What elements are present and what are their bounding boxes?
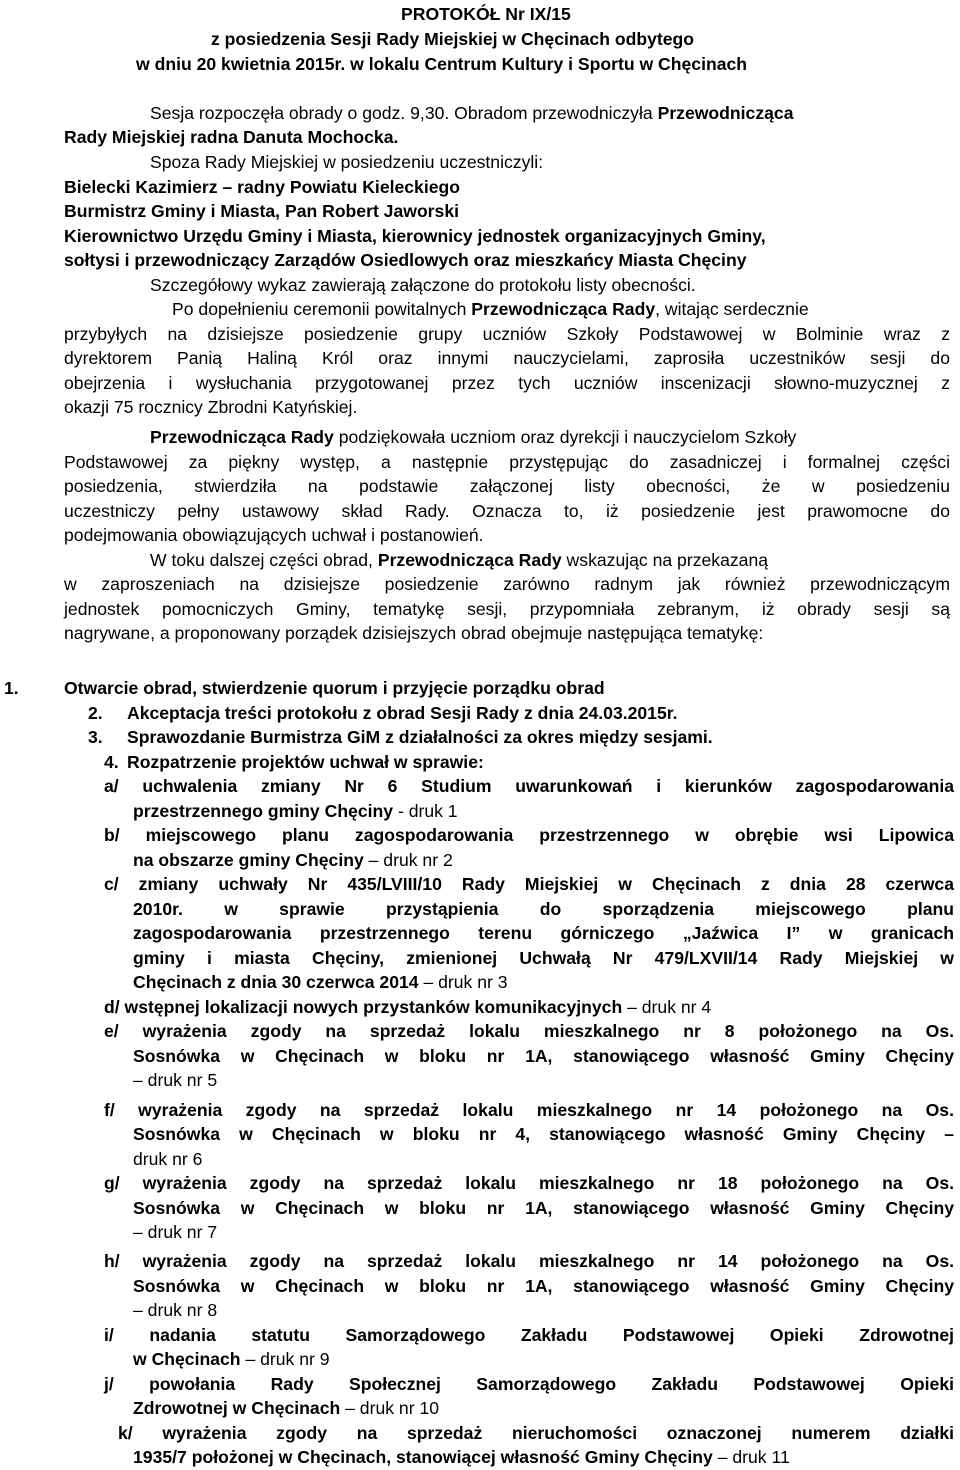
chair-name: Rady Miejskiej radna Danuta Mochocka.	[64, 127, 399, 147]
resolution-text: przestrzennego gminy Chęciny	[133, 801, 394, 821]
quorum-paragraph-line: Podstawowej za piękny występ, a następnie przystępując do zasadniczej i formalnej części	[64, 452, 950, 472]
resolution-text: Zdrowotnej w Chęcinach	[133, 1398, 341, 1418]
ceremony-paragraph-line: obejrzenia i wysłuchania przygotowanej przez tych uczniów inscenizacji słowno-muzycznej z	[64, 373, 950, 393]
print-number: – druk nr 8	[133, 1300, 218, 1320]
document-subtitle-location: w dniu 20 kwietnia 2015r. w lokalu Centrum Kultury i Sportu w Chęcinach	[136, 54, 748, 74]
chair-title: Przewodnicząca Rady	[377, 550, 562, 570]
document-title: PROTOKÓŁ Nr IX/15	[401, 4, 571, 24]
resolution-item: 2010r. w sprawie przystąpienia do sporządzenia miejscowego planu	[133, 899, 954, 919]
agenda-intro-line: jednostek pomocniczych Gminy, tematykę sesji, przypomniała zebranym, iż obrady sesji są	[64, 599, 950, 619]
attendee-line: Bielecki Kazimierz – radny Powiatu Kieleckiego	[64, 177, 461, 197]
print-number: – druk 11	[712, 1447, 790, 1467]
resolution-item	[133, 848, 453, 873]
opening-text: Sesja rozpoczęła obrady o godz. 9,30. Obradom przewodniczyła	[150, 103, 658, 123]
resolution-item: Sosnówka w Chęcinach w bloku nr 1A, stanowiącego własność Gminy Chęciny	[133, 1198, 954, 1218]
resolution-item: f/ wyrażenia zgody na sprzedaż lokalu mieszkalnego nr 14 położonego na Os.	[104, 1100, 954, 1120]
quorum-text: podziękowała uczniom oraz dyrekcji i nauczycielom Szkoły	[333, 427, 797, 447]
resolution-item: k/ wyrażenia zgody na sprzedaż nieruchomości oznaczonej numerem działki	[118, 1423, 954, 1443]
agenda-item: Sprawozdanie Burmistrza GiM z działalności za okres między sesjami.	[127, 727, 713, 747]
ceremony-paragraph-line	[172, 297, 809, 322]
agenda-intro-line: nagrywane, a proponowany porządek dzisiejszych obrad obejmuje następująca tematykę:	[64, 623, 764, 643]
chair-title: Przewodnicząca Rady	[150, 427, 334, 447]
print-number: – druk nr 7	[133, 1222, 218, 1242]
resolution-item: Sosnówka w Chęcinach w bloku nr 1A, stanowiącego własność Gminy Chęciny	[133, 1046, 954, 1066]
resolution-item: c/ zmiany uchwały Nr 435/LVIII/10 Rady Miejskiej w Chęcinach z dnia 28 czerwca	[104, 874, 954, 894]
resolution-item: a/ uchwalenia zmiany Nr 6 Studium uwarunkowań i kierunków zagospodarowania	[104, 776, 954, 796]
print-number: druk nr 6	[133, 1149, 203, 1169]
agenda-intro-line: w zaproszeniach na dzisiejsze posiedzenie zarówno radnym jak również przewodniczącym	[64, 574, 950, 594]
print-number: – druk nr 9	[240, 1349, 330, 1369]
print-number: – druk nr 10	[340, 1398, 440, 1418]
agenda-item-number: 2.	[88, 703, 103, 723]
attendance-note: Szczegółowy wykaz zawierają załączone do protokołu listy obecności.	[150, 275, 696, 295]
ceremony-paragraph-line: okazji 75 rocznicy Zbrodni Katyńskiej.	[64, 397, 358, 417]
quorum-paragraph-line: podejmowania obowiązujących uchwał i postanowień.	[64, 525, 484, 545]
resolution-item	[133, 1445, 790, 1470]
agenda-item: Otwarcie obrad, stwierdzenie quorum i przyjęcie porządku obrad	[64, 678, 605, 698]
agenda-item: Rozpatrzenie projektów uchwał w sprawie:	[127, 752, 484, 772]
ceremony-paragraph-line: przybyłych na dzisiejsze posiedzenie grupy uczniów Szkoły Podstawowej w Bolminie wraz z	[64, 324, 950, 344]
opening-paragraph-line	[150, 101, 794, 126]
resolution-item: Sosnówka w Chęcinach w bloku nr 1A, stanowiącego własność Gminy Chęciny	[133, 1276, 954, 1296]
print-number: – druk nr 4	[622, 997, 712, 1017]
chair-title: Przewodnicząca	[657, 103, 794, 123]
resolution-item: Sosnówka w Chęcinach w bloku nr 4, stanowiącego własność Gminy Chęciny –	[133, 1124, 954, 1144]
resolution-text: 1935/7 położonej w Chęcinach, stanowiącej własność Gminy Chęciny	[133, 1447, 713, 1467]
resolution-item	[133, 1347, 330, 1372]
resolution-text: na obszarze gminy Chęciny	[133, 850, 364, 870]
document-subtitle: z posiedzenia Sesji Rady Miejskiej w Chęcinach odbytego	[211, 29, 694, 49]
print-number: - druk 1	[393, 801, 458, 821]
resolution-item: h/ wyrażenia zgody na sprzedaż lokalu mieszkalnego nr 14 położonego na Os.	[104, 1251, 954, 1271]
resolution-item: gminy i miasta Chęciny, zmienionej Uchwałą Nr 479/LXVII/14 Rady Miejskiej w	[133, 948, 954, 968]
agenda-intro-line	[150, 548, 768, 573]
resolution-item	[104, 995, 711, 1020]
agenda-item-number: 1.	[4, 678, 19, 698]
resolution-item: g/ wyrażenia zgody na sprzedaż lokalu mieszkalnego nr 18 położonego na Os.	[104, 1173, 954, 1193]
resolution-item: zagospodarowania przestrzennego terenu górniczego „Jaźwica I” w granicach	[133, 923, 954, 943]
ceremony-paragraph-line: dyrektorem Panią Haliną Król oraz innymi nauczycielami, zaprosiła uczestników sesji do	[64, 348, 950, 368]
attendee-line: sołtysi i przewodniczący Zarządów Osiedlowych oraz mieszkańcy Miasta Chęciny	[64, 250, 747, 270]
resolution-item: j/ powołania Rady Społecznej Samorządowego Zakładu Podstawowej Opieki	[104, 1374, 954, 1394]
agenda-intro-text: W toku dalszej części obrad,	[150, 550, 378, 570]
resolution-text: d/ wstępnej lokalizacji nowych przystanków komunikacyjnych	[104, 997, 623, 1017]
resolution-text: w Chęcinach	[133, 1349, 241, 1369]
resolution-item	[133, 970, 508, 995]
ceremony-text: Po dopełnieniu ceremonii powitalnych	[172, 299, 472, 319]
resolution-item: i/ nadania statutu Samorządowego Zakładu Podstawowej Opieki Zdrowotnej	[104, 1325, 954, 1345]
resolution-item: b/ miejscowego planu zagospodarowania przestrzennego w obrębie wsi Lipowica	[104, 825, 954, 845]
attendee-line: Kierownictwo Urzędu Gminy i Miasta, kierownicy jednostek organizacyjnych Gminy,	[64, 226, 766, 246]
chair-title: Przewodnicząca Rady	[471, 299, 656, 319]
resolution-item	[133, 1396, 439, 1421]
quorum-paragraph-line: uczestniczy pełny ustawowy skład Rady. Oznacza to, iż posiedzenie jest prawomocne do	[64, 501, 950, 521]
resolution-item	[133, 799, 458, 824]
agenda-item: Akceptacja treści protokołu z obrad Sesji Rady z dnia 24.03.2015r.	[127, 703, 678, 723]
print-number: – druk nr 5	[133, 1070, 218, 1090]
print-number: – druk nr 2	[363, 850, 453, 870]
agenda-intro-text: wskazując na przekazaną	[561, 550, 769, 570]
resolution-item: e/ wyrażenia zgody na sprzedaż lokalu mieszkalnego nr 8 położonego na Os.	[104, 1021, 954, 1041]
agenda-item-number: 3.	[88, 727, 103, 747]
quorum-paragraph-line: posiedzenia, stwierdziła na podstawie załączonej listy obecności, że w posiedzeniu	[64, 476, 950, 496]
attendees-intro: Spoza Rady Miejskiej w posiedzeniu uczestniczyli:	[150, 152, 544, 172]
quorum-paragraph-line	[150, 425, 796, 450]
resolution-text: Chęcinach z dnia 30 czerwca 2014	[133, 972, 419, 992]
ceremony-text: , witając serdecznie	[655, 299, 809, 319]
agenda-item-number: 4.	[104, 752, 119, 772]
attendee-line: Burmistrz Gminy i Miasta, Pan Robert Jaworski	[64, 201, 459, 221]
print-number: – druk nr 3	[418, 972, 508, 992]
